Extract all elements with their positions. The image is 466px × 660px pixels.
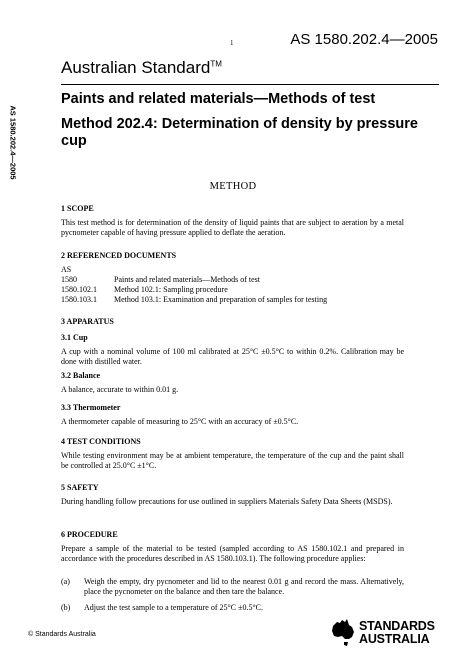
step-label: (b) [61, 603, 71, 612]
cup-heading: 3.1 Cup [61, 333, 88, 342]
references-prefix: AS [61, 265, 72, 274]
reference-desc: Paints and related materials—Methods of test [114, 275, 260, 284]
reference-code: 1580.103.1 [61, 295, 97, 304]
scope-text: This test method is for determination of the density of liquid paints that are subject to aeration by a metal pycnometer capable of having pressure applied to deflate the aeration. [61, 218, 404, 238]
australia-map-icon [329, 617, 357, 649]
method-title: Method 202.4: Determination of density by pressure cup [61, 116, 418, 149]
safety-heading: 5 SAFETY [61, 483, 99, 492]
page-number: 1 [230, 39, 234, 47]
method-heading: METHOD [209, 181, 257, 192]
balance-text: A balance, accurate to within 0.01 g. [61, 385, 179, 394]
thermometer-text: A thermometer capable of measuring to 25°C with an accuracy of ±0.5°C. [61, 417, 299, 426]
reference-code: 1580 [61, 275, 77, 284]
conditions-heading: 4 TEST CONDITIONS [61, 437, 141, 446]
brand-name: Australian Standard [61, 58, 211, 77]
reference-desc: Method 103.1: Examination and preparation of samples for testing [114, 295, 328, 304]
safety-text: During handling follow precautions for use outlined in suppliers Materials Safety Data Sheets (MSDS). [61, 497, 393, 506]
trademark-mark: TM [210, 59, 222, 69]
references-heading: 2 REFERENCED DOCUMENTS [61, 251, 177, 260]
procedure-heading: 6 PROCEDURE [61, 530, 118, 539]
thermometer-heading: 3.3 Thermometer [61, 403, 121, 412]
standards-australia-logo [329, 615, 439, 651]
scope-heading: 1 SCOPE [61, 204, 94, 213]
procedure-intro: Prepare a sample of the material to be tested (sampled according to AS 1580.102.1 and prepared in accordance with the procedures described in AS 1580.103.1). The following procedure applies: [61, 544, 404, 564]
copyright: © Standards Australia [28, 631, 96, 638]
balance-heading: 3.2 Balance [61, 371, 101, 380]
brand-title [61, 58, 222, 78]
document-title: Paints and related materials—Methods of test [61, 91, 376, 107]
reference-code: 1580.102.1 [61, 285, 97, 294]
step-text: Weigh the empty, dry pycnometer and lid to the nearest 0.01 g and record the mass. Alternatively, place the pycnometer on the balance and then tare the balance. [84, 577, 404, 597]
cup-text: A cup with a nominal volume of 100 ml calibrated at 25°C ±0.5°C to within 0.2%. Calibration may be done with distilled water. [61, 347, 404, 367]
standard-code: AS 1580.202.4—2005 [290, 31, 438, 48]
step-label: (a) [61, 577, 70, 586]
header-rule [61, 84, 439, 85]
logo-line-standards: STANDARDS [359, 619, 435, 633]
logo-line-australia: AUSTRALIA [359, 632, 430, 646]
reference-desc: Method 102.1: Sampling procedure [114, 285, 228, 294]
side-standard-code: AS 1580.202.4—2005 [8, 105, 18, 180]
apparatus-heading: 3 APPARATUS [61, 317, 114, 326]
step-text: Adjust the test sample to a temperature of 25°C ±0.5°C. [84, 603, 263, 612]
conditions-text: While testing environment may be at ambient temperature, the temperature of the cup and the paint shall be controlled at 25.0°C ±1°C. [61, 451, 404, 471]
